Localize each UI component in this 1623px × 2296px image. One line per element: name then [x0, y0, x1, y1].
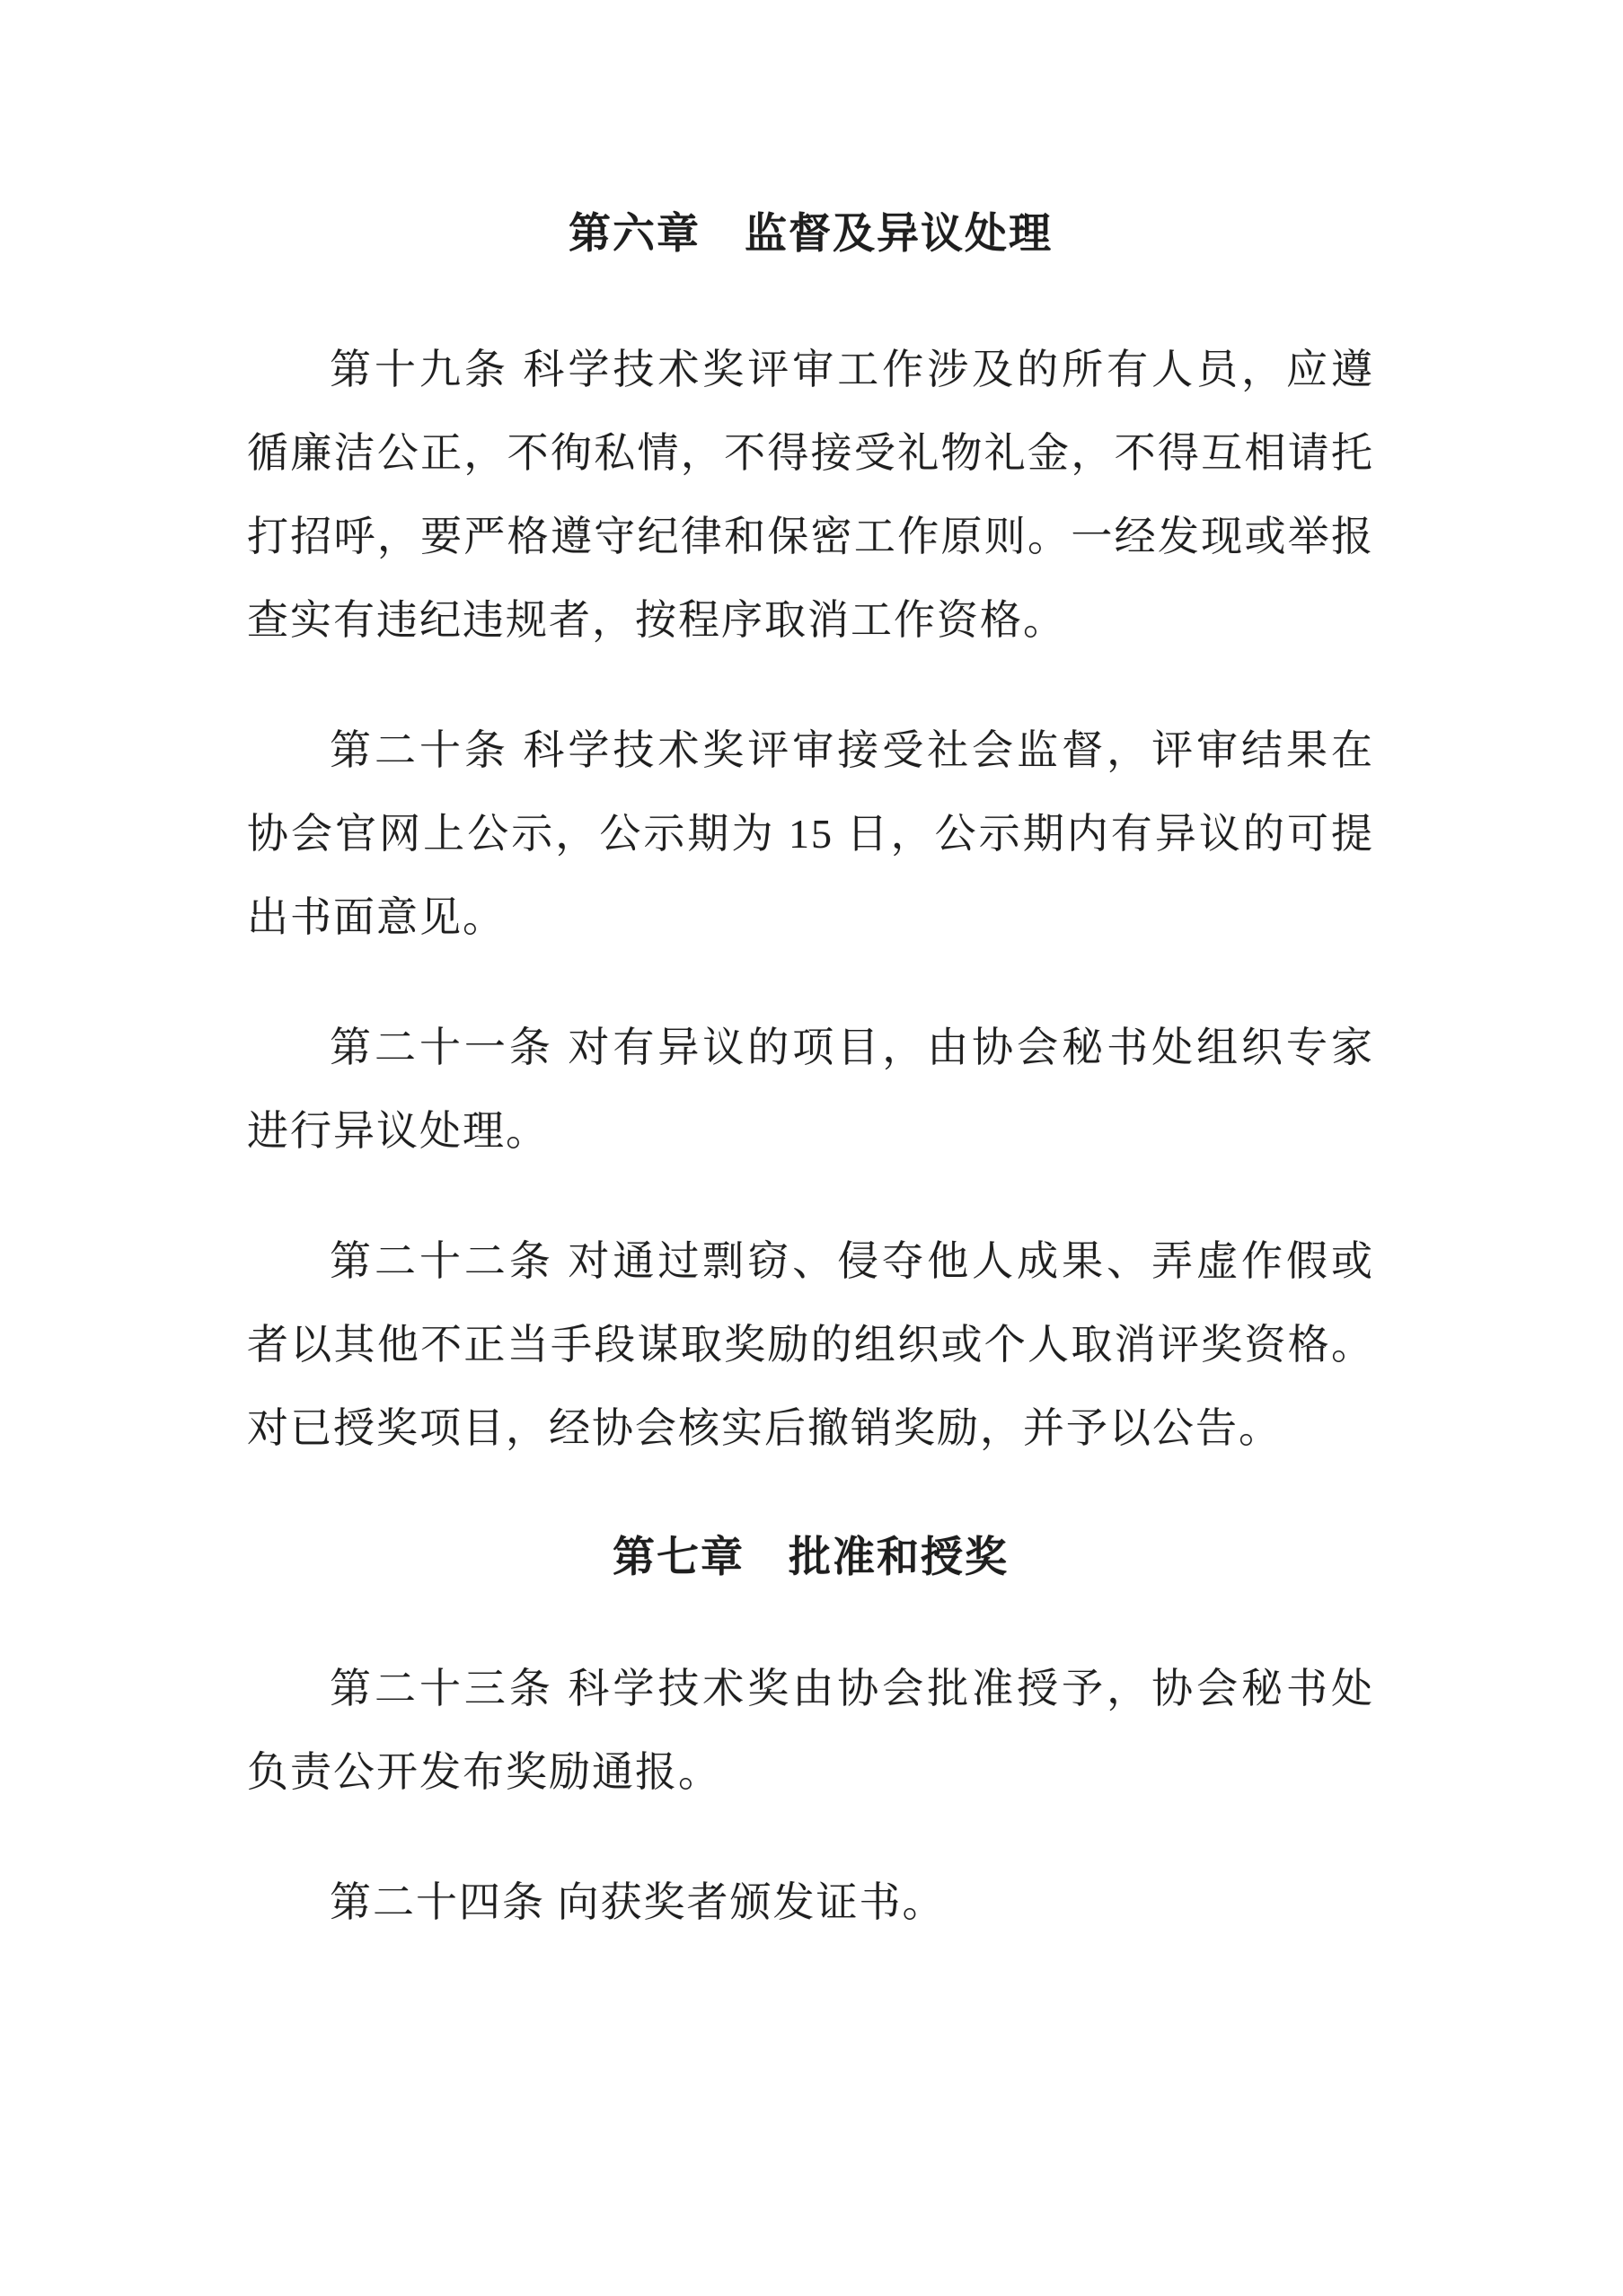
text-line: 第十九条 科学技术奖评审工作涉及的所有人员，应遵 [330, 347, 1374, 392]
article-22 [247, 1219, 1374, 1470]
text-line: 第二十四条 向获奖者颁发证书。 [330, 1879, 946, 1925]
text-line: 循廉洁公正，不徇私情，不得接受礼物礼金，不得互相请托 [247, 430, 1374, 476]
text-line: 第二十三条 科学技术奖由协会批准授予，协会秘书处 [330, 1666, 1374, 1711]
article-21 [247, 1006, 1374, 1173]
article-19 [247, 328, 1374, 662]
text-line: 出书面意见。 [247, 894, 506, 940]
text-line: 第二十二条 对通过剽窃、侵夺他人成果、弄虚作假或 [330, 1238, 1374, 1284]
chapter-7-heading: 第七章 批准和授奖 [613, 1535, 1009, 1581]
text-line: 协会官网上公示，公示期为 15 日，公示期内有异议的可提 [247, 811, 1374, 857]
chapter-6-heading: 第六章 监督及异议处理 [569, 211, 1053, 258]
text-line: 第二十条 科学技术奖评审接受社会监督，评审结果在 [330, 727, 1374, 773]
article-24 [247, 1861, 1374, 1944]
text-line: 进行异议处理。 [247, 1108, 549, 1154]
article-20 [247, 708, 1374, 959]
text-line: 者以其他不正当手段谋取奖励的组织或个人取消评奖资格。 [247, 1322, 1374, 1368]
text-line: 对已授奖项目，经协会核实后撤销奖励，并予以公告。 [247, 1405, 1282, 1451]
text-line: 打招呼，要严格遵守纪律和保密工作原则。一经发现或举报 [247, 514, 1374, 559]
text-line: 查实有违纪违规者，按程序取消工作资格。 [247, 597, 1066, 643]
text-line: 第二十一条 对有异议的项目，由协会秘书处组织专家 [330, 1025, 1374, 1070]
text-line: 负责公开发布奖励通报。 [247, 1749, 721, 1795]
article-23 [247, 1647, 1374, 1814]
